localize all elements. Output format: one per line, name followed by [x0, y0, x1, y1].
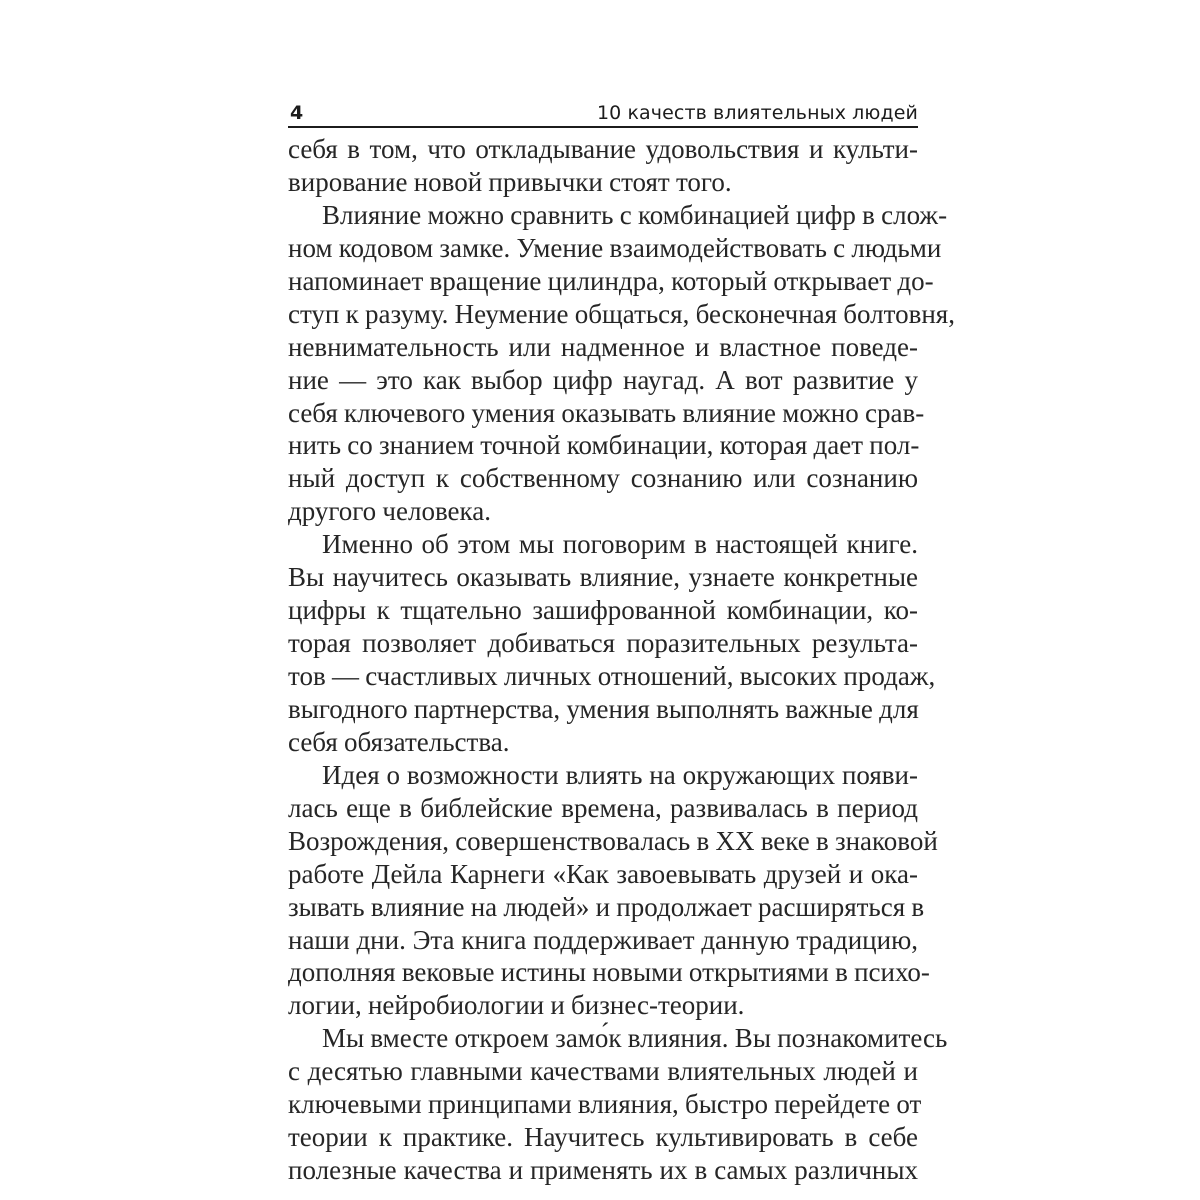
text-line: нить со знанием точной комбинации, которая дает пол- [288, 430, 920, 461]
text-line: напоминает вращение цилиндра, который открывает до- [288, 265, 934, 296]
text-line: логии, нейробиологии и бизнес-теории. [288, 990, 745, 1021]
text-line: работе Дейла Карнеги «Как завоевывать друзей и ока- [288, 858, 918, 889]
book-title: 10 качеств влиятельных людей [596, 102, 918, 124]
text-line: ние — это как выбор цифр наугад. А вот развитие у [288, 364, 918, 395]
text-line: дополняя вековые истины новыми открытиями в психо- [288, 957, 930, 988]
text-line: цифры к тщательно зашифрованной комбинации, ко- [288, 595, 918, 626]
text-line: полезные качества и применять их в самых различных [288, 1155, 918, 1186]
text-line: Возрождения, совершенствовалась в XX веке в знаковой [288, 825, 938, 856]
text-line: ном кодовом замке. Умение взаимодействовать с людьми [288, 232, 942, 263]
text-line: с десятью главными качествами влиятельных людей и [288, 1056, 918, 1087]
text-line: невнимательность или надменное и властное поведе- [288, 331, 918, 362]
text-line: себя ключевого умения оказывать влияние можно срав- [288, 397, 925, 428]
text-line: Именно об этом мы поговорим в настоящей книге. [322, 529, 918, 560]
text-line: Влияние можно сравнить с комбинацией цифр в слож- [322, 199, 948, 230]
text-line: себя в том, что откладывание удовольствия и культи- [288, 134, 918, 164]
text-line: ступ к разуму. Неумение общаться, бесконечная болтовня, [288, 298, 955, 329]
text-line: ный доступ к собственному сознанию или сознанию [288, 463, 918, 494]
text-line: тов — счастливых личных отношений, высоких продаж, [288, 661, 936, 691]
text-line: Вы научитесь оказывать влияние, узнаете конкретные [288, 562, 918, 593]
text-line: наши дни. Эта книга поддерживает данную традицию, [288, 924, 918, 955]
text-line: себя обязательства. [288, 726, 510, 757]
text-line: теории к практике. Научитесь культивировать в себе [288, 1122, 918, 1153]
text-line: зывать влияние на людей» и продолжает расширяться в [288, 891, 925, 922]
running-head [288, 90, 918, 124]
text-line: вирование новой привычки стоят того. [288, 166, 732, 197]
text-line: выгодного партнерства, умения выполнять важные для [288, 693, 919, 724]
text-line: торая позволяет добиваться поразительных результа- [288, 628, 918, 659]
body-text [288, 133, 955, 1187]
text-line: Идея о возможности влиять на окружающих появи- [322, 759, 918, 790]
text-line: ключевыми принципами влияния, быстро перейдете от [288, 1089, 922, 1120]
header-rule [288, 126, 918, 128]
page-number: 4 [290, 102, 304, 124]
text-line: другого человека. [288, 496, 491, 527]
text-line: лась еще в библейские времена, развивалась в период [288, 792, 918, 823]
text-line: Мы вместе откроем замо́к влияния. Вы познакомитесь [322, 1023, 948, 1054]
